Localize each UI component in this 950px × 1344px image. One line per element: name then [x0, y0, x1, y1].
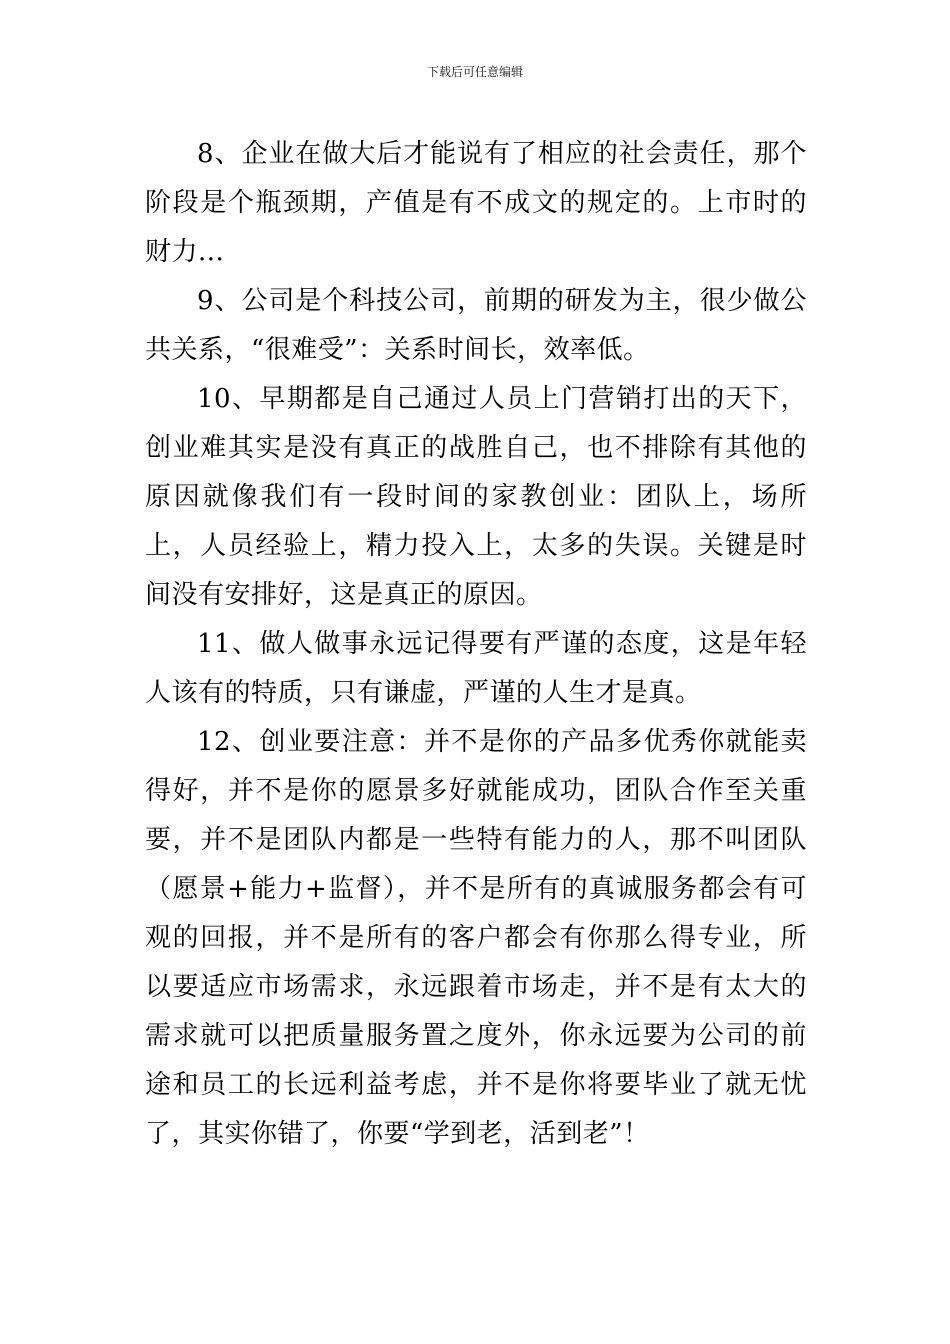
document-body	[145, 130, 807, 1159]
paragraph-12: 12、创业要注意：并不是你的产品多优秀你就能卖得好，并不是你的愿景多好就能成功，团队合作至关重要，并不是团队内都是一些特有能力的人，那不叫团队（愿景+能力+监督），并不是所有的真诚服务都会有可观的回报，并不是所有的客户都会有你那么得专业，所以要适应市场需求，永远跟着市场走，并不是有太大的需求就可以把质量服务置之度外，你永远要为公司的前途和员工的长远利益考虑，并不是你将要毕业了就无忧了，其实你错了，你要“学到老，活到老”！	[145, 727, 807, 1149]
header-note: 下载后可任意编辑	[426, 65, 523, 79]
paragraph-11: 11、做人做事永远记得要有严谨的态度，这是年轻人该有的特质，只有谦虚，严谨的人生才是真。	[145, 629, 807, 708]
paragraph-9: 9、公司是个科技公司，前期的研发为主，很少做公共关系，“很难受”：关系时间长，效率低。	[145, 286, 807, 365]
paragraph-8: 8、企业在做大后才能说有了相应的社会责任，那个阶段是个瓶颈期，产值是有不成文的规定的。上市时的财力...	[145, 139, 807, 267]
paragraph-10: 10、早期都是自己通过人员上门营销打出的天下，创业难其实是没有真正的战胜自己，也不排除有其他的原因就像我们有一段时间的家教创业：团队上，场所上，人员经验上，精力投入上，太多的失误。关键是时间没有安排好，这是真正的原因。	[145, 384, 807, 610]
